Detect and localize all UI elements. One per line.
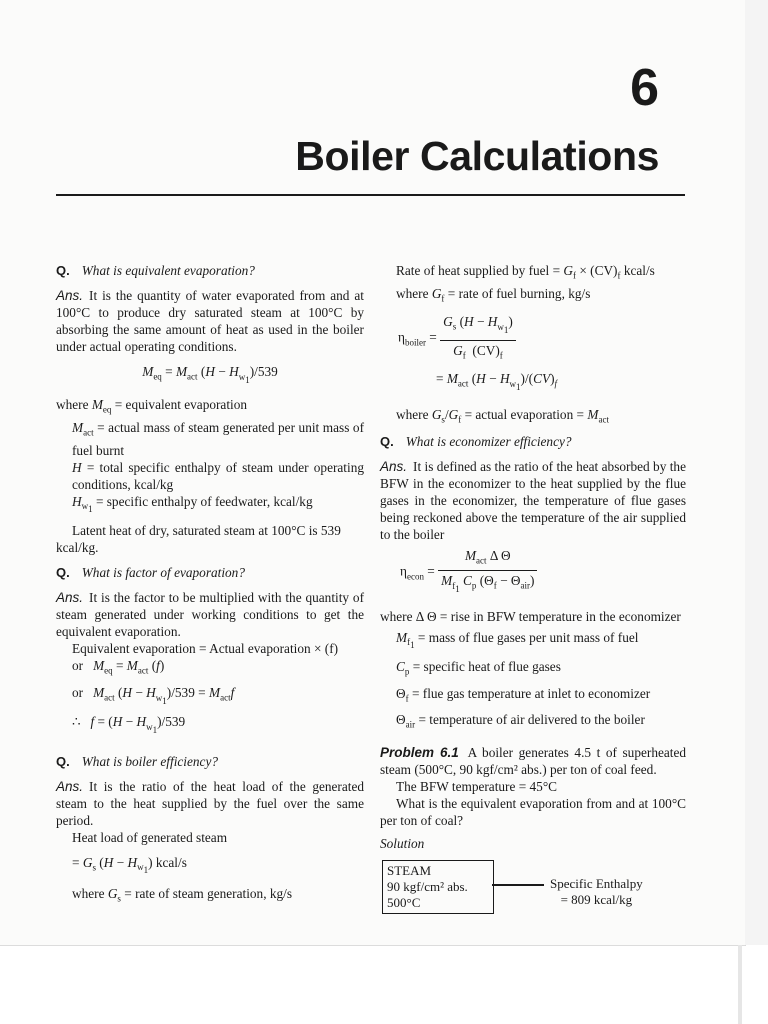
definition-cp: $C_p$ = specific heat of flue gases [396,659,561,677]
specific-enthalpy-label: Specific Enthalpy = 809 kcal/kg [550,876,643,908]
definition-h: H = total specific enthalpy of steam under operating conditions, kcal/kg [72,459,364,492]
answer-text: It is the ratio of the heat load of the generated steam to the heat supplied by the fuel over the same period. [56,778,364,828]
eq-divisor: /539 [254,364,278,379]
page-edge [738,945,742,1024]
question-text: What is equivalent evaporation? [81,263,255,278]
equation-boiler-efficiency: $\eta_{boiler}$ = $\frac{G_s (H - H_{w_1})}{G_f (CV)_f}$ [380,313,686,364]
question-label: Q. [56,565,70,581]
question-text: What is boiler efficiency? [81,753,218,769]
steam-box-title: STEAM [387,863,432,879]
equation-factor-2: or $M_{act}$ $(H - H_{w_1})/539 = M_{act}f$ [72,684,235,706]
answer-label: Ans. [56,288,84,303]
steam-box [382,860,494,914]
steam-box-temperature: 500°C [387,895,421,911]
definition-tair: $\Theta_{air}$ = temperature of air delivered to the boiler [396,712,645,731]
steam-diagram [380,860,686,920]
solution-label: Solution [380,836,425,852]
answer-label: Ans. [380,458,408,474]
definition-meq: where $M_{eq}$ = equivalent evaporation [56,397,248,416]
equation-equivalent-evaporation: $M_{eq} = M_{act}$ $(H - H_{w_1})/539$ [142,364,278,385]
question-text: What is factor of evaporation? [81,565,245,581]
problem-label: Problem 6.1 [380,745,459,761]
definition-mf: $M_{f_1}$ = mass of flue gases per unit mass of fuel [396,629,639,651]
answer-text: It is defined as the ratio of the heat absorbed by the BFW in the economizer to the heat supplied by the flue gases in the economizer, the temperature of flue gases being reckoned above the temperature of the air supplied to the boiler [380,458,686,542]
connector-line [492,884,544,886]
right-column [380,258,686,920]
definition-tf: $\Theta_f$ = flue gas temperature at inlet to economizer [396,685,651,704]
answer-text: It is the quantity of water evaporated from and at 100°C to produce dry saturated steam at 100°C by absorbing the same amount of heat as used in the boiler under actual operating conditions. [56,288,364,354]
definition-gs: where $G_s$ = rate of steam generation, kg/s [72,886,293,904]
question-label: Q. [380,433,394,449]
question-boiler-efficiency [56,753,364,770]
problem-statement [380,744,686,778]
definition-hw: $H_{w_1}$ = specific enthalpy of feedwater, kcal/kg [72,493,313,515]
equation-economizer-efficiency: $\eta_{econ}$ = $\frac{M_{act} \Delta \Theta}{M_{f_1} C_p (\Theta_f - \Theta_{air})}$ [380,547,686,598]
answer-equivalent-evaporation [56,287,364,355]
equation-factor-3: ∴ $f = (H - H_{w_1})/539$ [72,714,186,735]
definition-gs-gf: where $G_s/G_f$ = actual evaporation = $M_{act}$ [396,406,609,425]
question-equivalent-evaporation [56,262,364,279]
equation-boiler-efficiency-2: = $M_{act}$ $(H - H_{w_1})/(CV)_f$ [436,371,558,392]
page-gutter [745,0,768,945]
equivalent-evaporation-line: Equivalent evaporation = Actual evaporation × (f) [72,641,339,657]
equation-heat-load: = $G_s$ $(H - H_{w_1})$ kcal/s [72,854,187,876]
heat-load-label: Heat load of generated steam [72,829,228,845]
answer-boiler-efficiency [56,778,364,829]
question-text: What is economizer efficiency? [405,433,572,449]
title-rule [56,194,685,196]
question-label: Q. [56,753,70,769]
answer-economizer-efficiency [380,458,686,543]
left-column [56,258,364,908]
question-economizer-efficiency [380,433,686,450]
definition-gf: where $G_f$ = rate of fuel burning, kg/s [396,285,591,304]
question-label: Q. [56,263,70,278]
rate-of-heat-line: Rate of heat supplied by fuel = $G_f \times (CV)_f$ kcal/s [396,263,655,281]
answer-factor-of-evaporation [56,589,364,640]
definition-mact: $M_{act}$ = actual mass of steam generated per unit mass of fuel burnt [72,420,365,458]
definition-dtheta: where Δ Θ = rise in BFW temperature in the economizer [380,608,681,624]
problem-text: A boiler generates 4.5 t of superheated steam (500°C, 90 kgf/cm² abs.) per ton of coal feed. [380,745,687,778]
answer-label: Ans. [56,590,84,606]
equation-factor-1: or $M_{eq} = M_{act}$ (f) [72,658,165,676]
chapter-number: 6 [630,59,659,117]
answer-label: Ans. [56,778,84,794]
question-factor-of-evaporation [56,564,364,581]
chapter-title: Boiler Calculations [295,133,659,179]
bfw-temperature: The BFW temperature = 45°C [396,779,558,795]
answer-text: It is the factor to be multiplied with the quantity of steam generated under working conditions to get the equivalent evaporation. [56,590,364,640]
steam-box-pressure: 90 kgf/cm² abs. [387,879,468,895]
problem-question: What is the equivalent evaporation from and at 100°C per ton of coal? [380,796,686,829]
latent-heat-note: Latent heat of dry, saturated steam at 100°C is 539 kcal/kg. [56,523,341,556]
